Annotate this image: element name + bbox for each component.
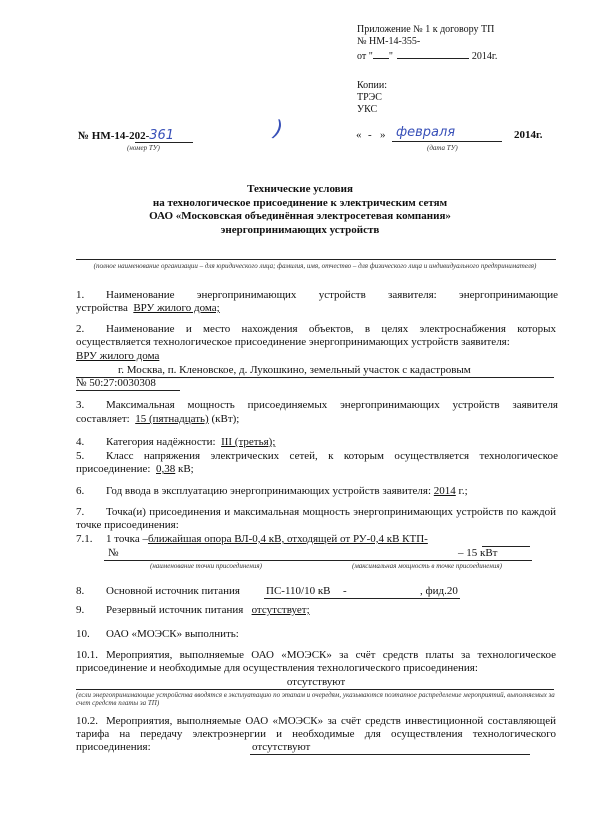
tu-number-handwritten: 361 bbox=[149, 128, 175, 143]
item102-number: 10.2. bbox=[76, 715, 98, 727]
applicant-name-line bbox=[76, 259, 556, 260]
item4-text: Категория надёжности: bbox=[106, 436, 216, 448]
copies-item-uks: УКС bbox=[357, 104, 378, 115]
item10-number: 10. bbox=[76, 628, 90, 640]
appendix-line2: № НМ-14-355- bbox=[357, 36, 421, 47]
item7-number: 7. bbox=[76, 506, 85, 518]
item9-line bbox=[106, 604, 310, 617]
item3-text2: составляет: bbox=[76, 413, 130, 425]
item8-number: 8. bbox=[76, 585, 85, 597]
item101-number: 10.1. bbox=[76, 649, 98, 661]
appendix-line1: Приложение № 1 к договору ТП bbox=[357, 24, 495, 35]
item6-value: 2014 bbox=[433, 485, 456, 497]
item9-value: отсутствует; bbox=[251, 604, 310, 616]
item8-value: ПС-110/10 кВ bbox=[266, 585, 331, 597]
item1-text2: устройства bbox=[76, 302, 128, 314]
item2-value3: № 50:27:0030308 bbox=[76, 377, 156, 389]
tu-number bbox=[78, 129, 174, 143]
item71-power: – 15 кВт bbox=[458, 547, 498, 559]
item101-caption: (если энергопринимающие устройства вводятся в эксплуатацию по этапам и очередям, указываются поэтапное распределение мероприятий, выполняемых за счет средств платы за ТП) bbox=[76, 691, 555, 707]
item6-line bbox=[106, 485, 468, 498]
tu-date-dash: - bbox=[368, 129, 372, 141]
item5-line2 bbox=[76, 463, 194, 476]
item9-text: Резервный источник питания bbox=[106, 604, 244, 616]
item3-unit: (кВт); bbox=[211, 413, 240, 425]
item4-value: III (третья); bbox=[221, 436, 276, 448]
item2-value2: г. Москва, п. Кленовское, д. Лукошкино, земельный участок с кадастровым bbox=[118, 364, 471, 376]
item71-value2: № bbox=[108, 547, 119, 559]
item1-value: ВРУ жилого дома; bbox=[133, 302, 220, 314]
item2-number: 2. bbox=[76, 323, 85, 335]
item8-feeder: , фид.20 bbox=[420, 585, 458, 597]
item3-line2 bbox=[76, 413, 239, 426]
item5-unit: кВ; bbox=[178, 463, 194, 475]
item3-value: 15 (пятнадцать) bbox=[135, 413, 209, 425]
item3-number: 3. bbox=[76, 399, 85, 411]
tu-number-prefix: № НМ-14-202- bbox=[78, 130, 150, 142]
item8-text: Основной источник питания bbox=[106, 585, 240, 597]
title-line1: Технические условия bbox=[247, 183, 353, 195]
item7-text: Точка(и) присоединения и максимальная мощность энергопринимающих устройств по каждой точке присоединения: bbox=[76, 506, 556, 531]
item102-value: отсутствуют bbox=[252, 741, 311, 753]
title-line3: ОАО «Московская объединённая электросетевая компания» bbox=[149, 210, 451, 222]
copies-label: Копии: bbox=[357, 80, 388, 91]
tu-date-caption: (дата ТУ) bbox=[427, 144, 458, 152]
appendix-date-year: 2014г. bbox=[471, 51, 498, 62]
item1-line2 bbox=[76, 302, 220, 315]
item5-text: Класс напряжения электрических сетей, к которым осуществляется технологическое bbox=[106, 450, 558, 462]
item1-text: Наименование энергопринимающих устройств заявителя: энергопринимающие bbox=[106, 289, 558, 301]
appendix-line3 bbox=[357, 49, 497, 63]
item3-text: Максимальная мощность присоединяемых энергопринимающих устройств заявителя bbox=[106, 399, 558, 411]
item9-number: 9. bbox=[76, 604, 85, 616]
item71-caption-point: (наименование точки присоединения) bbox=[150, 562, 262, 570]
item101-value: отсутствуют bbox=[286, 676, 346, 688]
title-line2: на технологическое присоединение к электрическим сетям bbox=[152, 197, 448, 209]
tu-date-year: 2014г. bbox=[514, 129, 543, 141]
tu-number-caption: (номер ТУ) bbox=[127, 144, 160, 152]
signature-mark: ) bbox=[272, 116, 285, 143]
item5-number: 5. bbox=[76, 450, 85, 462]
appendix-date-prefix: от " bbox=[357, 51, 373, 62]
item1-number: 1. bbox=[76, 289, 85, 301]
item2-text: Наименование и место нахождения объектов, в целях электроснабжения которых осуществляется технологическое присоединение энергопринимающих устройств заявителя: bbox=[76, 323, 556, 348]
item71-number: 7.1. bbox=[76, 533, 93, 545]
item71-line bbox=[106, 533, 428, 546]
item4-line bbox=[106, 436, 275, 449]
item6-unit: г.; bbox=[458, 485, 468, 497]
item102-text: Мероприятия, выполняемые ОАО «МОЭСК» за счёт средств инвестиционной составляющей тарифа на передачу электроэнергии и необходимые для осуществления технологического присоединения: bbox=[76, 715, 556, 753]
tu-date-close-quote: » bbox=[380, 129, 386, 141]
item5-value: 0,38 bbox=[156, 463, 176, 475]
tu-date-open-quote: « bbox=[356, 129, 362, 141]
copies-item-tres: ТРЭС bbox=[357, 92, 382, 103]
item71-caption-power: (максимальная мощность в точке присоединения) bbox=[352, 562, 502, 570]
tu-date-month: февраля bbox=[396, 125, 456, 140]
item6-text: Год ввода в эксплуатацию энергопринимающих устройств заявителя: bbox=[106, 485, 432, 497]
item6-number: 6. bbox=[76, 485, 85, 497]
item2-value1: ВРУ жилого дома bbox=[76, 350, 160, 362]
item10-text: ОАО «МОЭСК» выполнить: bbox=[106, 628, 239, 640]
item5-text2: присоединение: bbox=[76, 463, 151, 475]
item71-value: ближайшая опора ВЛ-0,4 кВ, отходящей от РУ-0,4 кВ КТП- bbox=[147, 533, 428, 545]
item4-number: 4. bbox=[76, 436, 85, 448]
title-line4: энергопринимающих устройств bbox=[220, 224, 380, 236]
item101-text: Мероприятия, выполняемые ОАО «МОЭСК» за счёт средств платы за технологическое присоединение и необходимые для осуществления технологического присоединения: bbox=[76, 649, 556, 674]
appendix-date-mid: " bbox=[388, 51, 393, 62]
item71-text: 1 точка – bbox=[106, 533, 148, 545]
item8-dash: - bbox=[343, 585, 347, 597]
applicant-caption: (полное наименование организации – для юридического лица; фамилия, имя, отчество – для физического лица и индивидуального предпринимателя) bbox=[93, 262, 537, 270]
